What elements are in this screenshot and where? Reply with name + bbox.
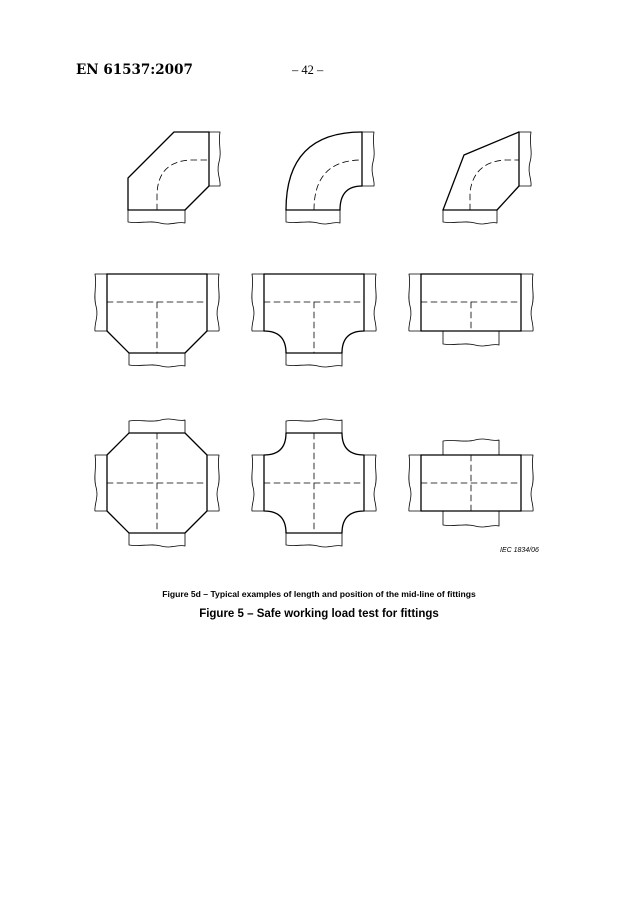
tee-chamfered-drawing <box>95 274 219 367</box>
tee-square-drawing <box>409 274 533 346</box>
bend-radiused-drawing <box>286 132 374 224</box>
page-number: – 42 – <box>292 63 324 77</box>
tee-radiused-drawing <box>252 274 376 367</box>
bend-obtuse-drawing <box>443 132 531 224</box>
figure-caption: Figure 5d – Typical examples of length and position of the mid-line of fittings <box>162 589 476 599</box>
cross-chamfered-drawing <box>95 419 219 547</box>
standard-number: EN 61537:2007 <box>76 62 193 78</box>
figure-title: Figure 5 – Safe working load test for fittings <box>199 608 439 620</box>
cross-square-drawing <box>409 439 533 527</box>
bend-chamfered-drawing <box>128 132 220 224</box>
iec-reference: IEC 1834/06 <box>500 547 539 554</box>
cross-radiused-drawing <box>252 419 376 547</box>
